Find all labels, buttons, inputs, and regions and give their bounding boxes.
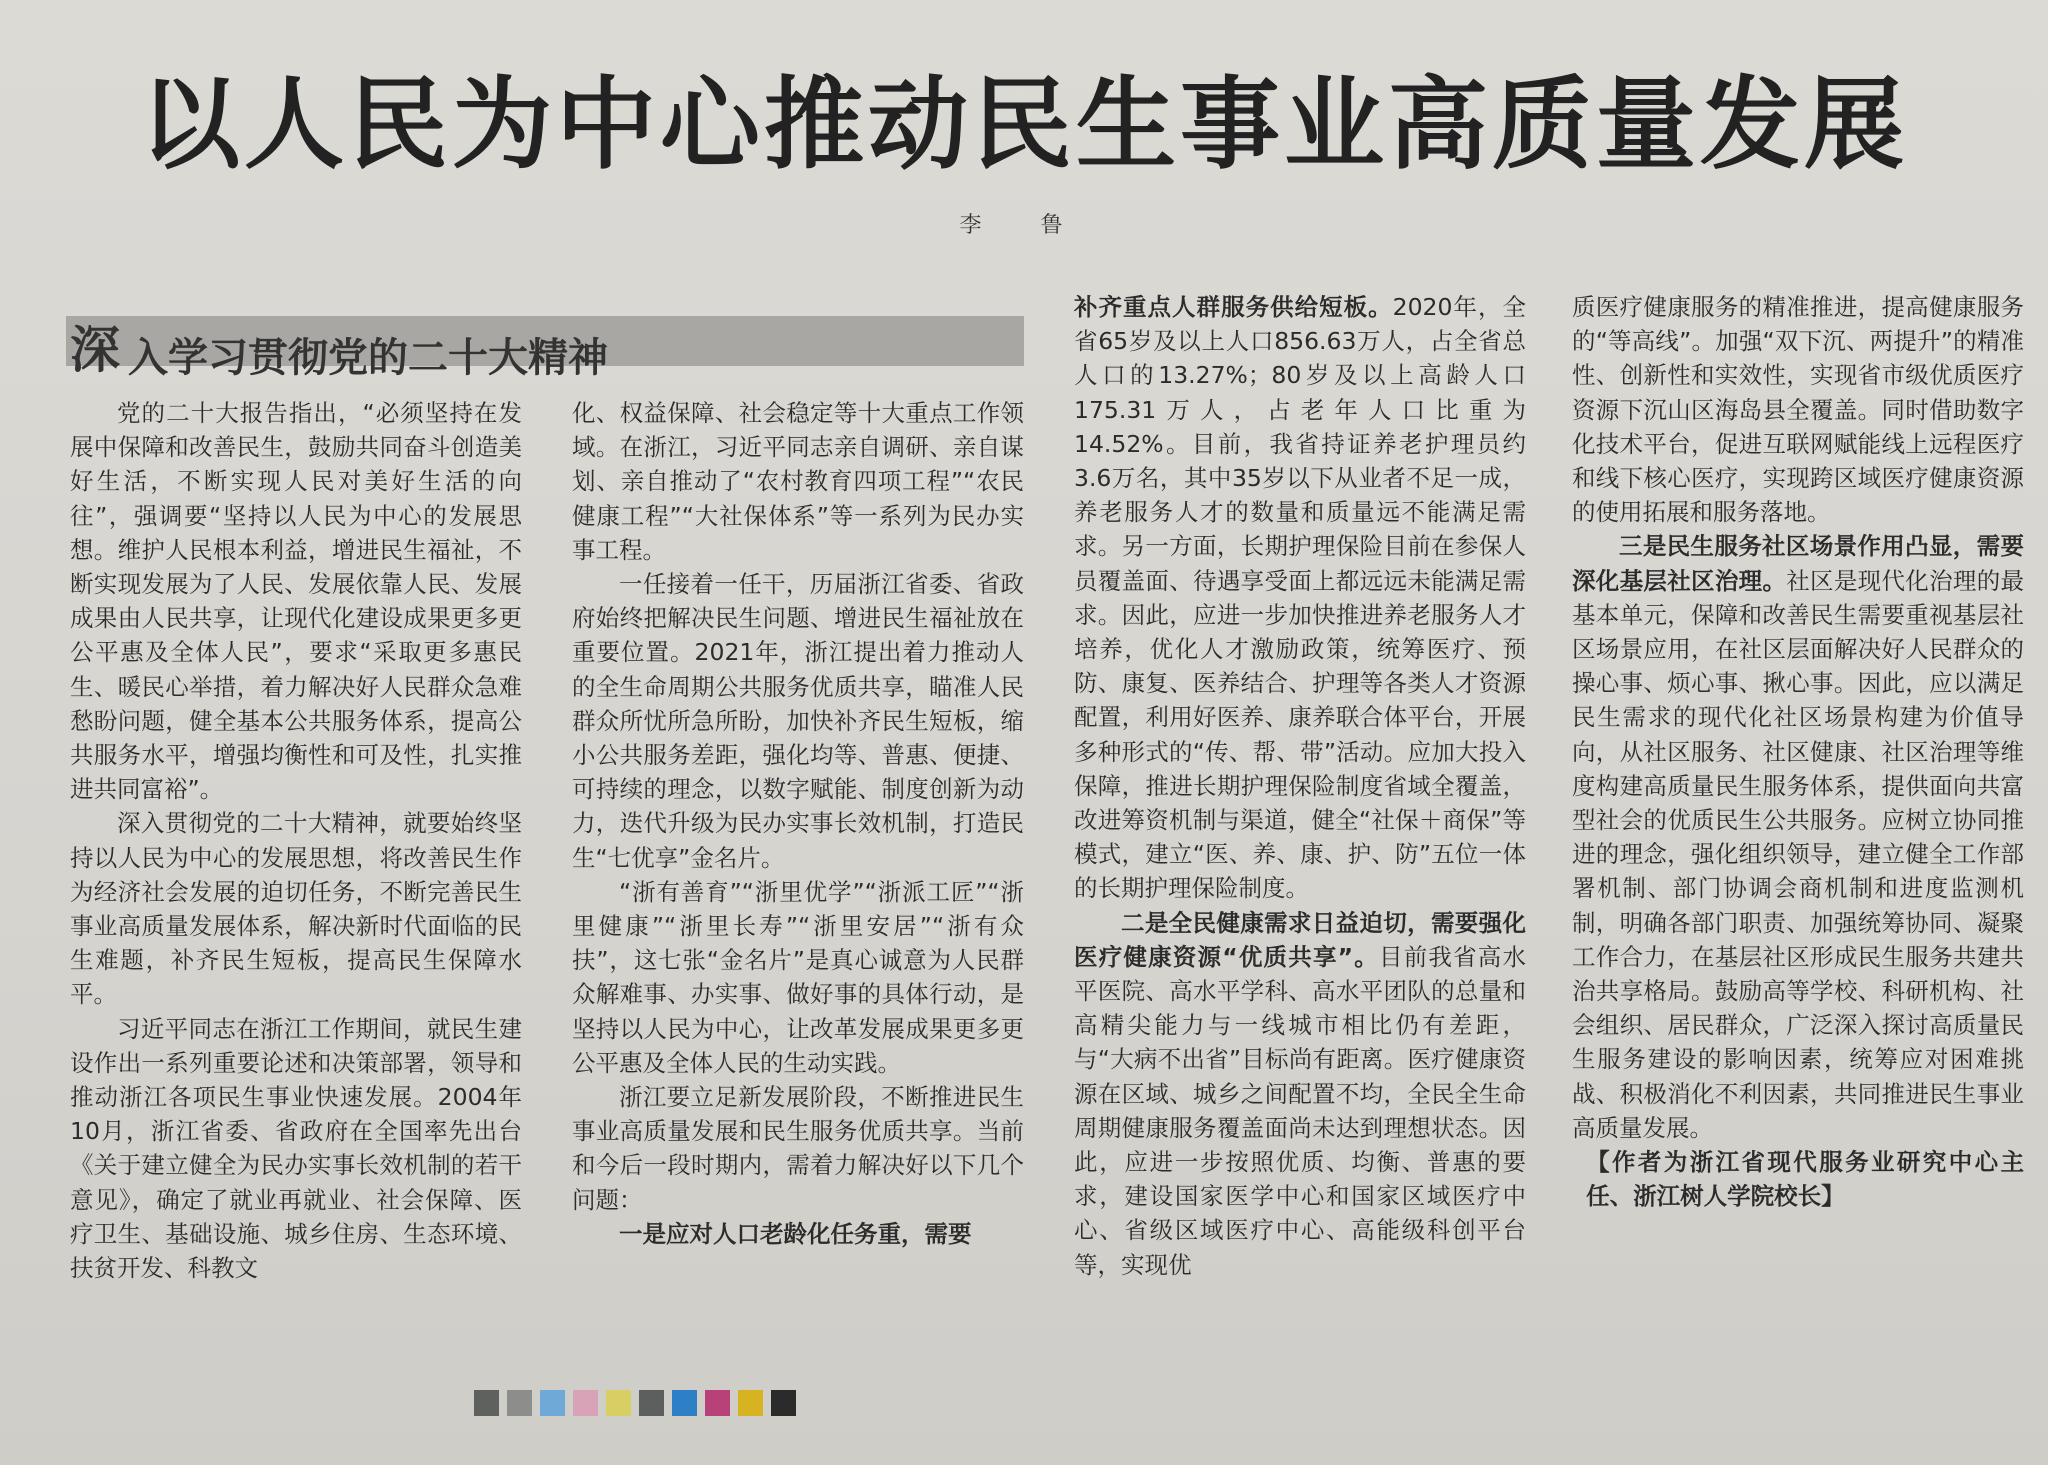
color-swatch xyxy=(705,1390,730,1416)
bold-lead: 补齐重点人群服务供给短板。 xyxy=(1074,293,1393,321)
color-registration-bar xyxy=(474,1390,804,1416)
section-banner-title: 入学习贯彻党的二十大精神 xyxy=(128,335,608,381)
section-banner-first-char: 深 xyxy=(70,321,120,379)
bold-lead: 一是应对人口老龄化任务重，需要 xyxy=(619,1219,972,1248)
byline: 李 鲁 xyxy=(959,213,1089,238)
column-4 xyxy=(1572,290,2024,1213)
color-swatch xyxy=(738,1390,763,1416)
paragraph-bold xyxy=(572,1217,1024,1251)
color-swatch xyxy=(639,1390,664,1416)
paragraph: 深入贯彻党的二十大精神，就要始终坚持以人民为中心的发展思想，将改善民生作为经济社会发展的迫切任务，不断完善民生事业高质量发展体系，解决新时代面临的民生难题，补齐民生短板，提高民生保障水平。 xyxy=(70,809,522,1009)
paragraph: 一任接着一任干，历届浙江省委、省政府始终把解决民生问题、增进民生福祉放在重要位置。2021年，浙江提出着力推动人的全生命周期公共服务优质共享，瞄准人民群众所忧所急所盼，加快补齐民生短板，缩小公共服务差距，强化均等、普惠、便捷、可持续的理念，以数字赋能、制度创新为动力，迭代升级为民办实事长效机制，打造民生“七优享”金名片。 xyxy=(572,570,1024,872)
section-banner xyxy=(66,316,1024,381)
bold-lead: 二是全民健康需求日益迫切，需要强化医疗健康资源“优质共享”。 xyxy=(1074,908,1526,971)
author-note: 【作者为浙江省现代服务业研究中心主任、浙江树人学院校长】 xyxy=(1586,1148,2024,1211)
color-swatch xyxy=(540,1390,565,1416)
paragraph: 质医疗健康服务的精准推进，提高健康服务的“等高线”。加强“双下沉、两提升”的精准性、创新性和实效性，实现省市级优质医疗资源下沉山区海岛县全覆盖。同时借助数字化技术平台，促进互联网赋能线上远程医疗和线下核心医疗，实现跨区域医疗健康资源的使用拓展和服务落地。 xyxy=(1572,293,2024,527)
paragraph: 浙江要立足新发展阶段，不断推进民生事业高质量发展和民生服务优质共享。当前和今后一段时期内，需着力解决好以下几个问题： xyxy=(572,1083,1024,1214)
paragraph xyxy=(1572,529,2024,1145)
bold-lead: 三是民生服务社区场景作用凸显，需要深化基层社区治理。 xyxy=(1572,532,2024,595)
paragraph-text: 目前我省高水平医院、高水平学科、高水平团队的总量和高精尖能力与一线城市相比仍有差距，与“大病不出省”目标尚有距离。医疗健康资源在区域、城乡之间配置不均，全民全生命周期健康服务覆盖面尚未达到理想状态。因此，应进一步按照优质、均衡、普惠的要求，建设国家医学中心和国家区域医疗中心、省级区域医疗中心、高能级科创平台等，实现优 xyxy=(1074,942,1527,1279)
color-swatch xyxy=(606,1390,631,1416)
paragraph xyxy=(1074,290,1526,906)
column-2 xyxy=(572,396,1024,1251)
paragraph-text: 社区是现代化治理的最基本单元，保障和改善民生需要重视基层社区场景应用，在社区层面解决好人民群众的操心事、烦心事、揪心事。因此，应以满足民生需求的现代化社区场景构建为价值导向，从社区服务、社区健康、社区治理等维度构建高质量民生服务体系，提供面向共富型社会的优质民生公共服务。应树立协同推进的理念，强化组织领导，建立健全工作部署机制、部门协调会商机制和进度监测机制，明确各部门职责、加强统筹协同、凝聚工作合力，在基层社区形成民生服务共建共治共享格局。鼓励高等学校、科研机构、社会组织、居民群众，广泛深入探讨高质量民生服务建设的影响因素，统筹应对困难挑战、积极消化不利因素，共同推进民生事业高质量发展。 xyxy=(1572,566,2024,1142)
color-swatch xyxy=(573,1390,598,1416)
color-swatch xyxy=(771,1390,796,1416)
color-swatch xyxy=(672,1390,697,1416)
color-swatch xyxy=(474,1390,499,1416)
paragraph: 化、权益保障、社会稳定等十大重点工作领域。在浙江，习近平同志亲自调研、亲自谋划、亲自推动了“农村教育四项工程”“农民健康工程”“大社保体系”等一系列为民办实事工程。 xyxy=(572,399,1024,564)
color-swatch xyxy=(507,1390,532,1416)
headline: 以人民为中心推动民生事业高质量发展 xyxy=(140,66,1908,183)
paragraph: 习近平同志在浙江工作期间，就民生建设作出一系列重要论述和决策部署，领导和推动浙江各项民生事业快速发展。2004年10月，浙江省委、省政府在全国率先出台《关于建立健全为民办实事长效机制的若干意见》，确定了就业再就业、社会保障、医疗卫生、基础设施、城乡住房、生态环境、扶贫开发、科教文 xyxy=(70,1014,522,1283)
paragraph: 党的二十大报告指出，“必须坚持在发展中保障和改善民生，鼓励共同奋斗创造美好生活，不断实现人民对美好生活的向往”，强调要“坚持以人民为中心的发展思想。维护人民根本利益，增进民生福祉，不断实现发展为了人民、发展依靠人民、发展成果由人民共享，让现代化建设成果更多更公平惠及全体人民”，要求“采取更多惠民生、暖民心举措，着力解决好人民群众急难愁盼问题，健全基本公共服务体系，提高公共服务水平，增强均衡性和可及性，扎实推进共同富裕”。 xyxy=(70,399,522,804)
paragraph xyxy=(1074,906,1526,1282)
paragraph-text: 2020年，全省65岁及以上人口856.63万人，占全省总人口的13.27%；80岁及以上高龄人口175.31万人，占老年人口比重为14.52%。目前，我省持证养老护理员约3.6万名，其中35岁以下从业者不足一成，养老服务人才的数量和质量远不能满足需求。另一方面，长期护理保险目前在参保人员覆盖面、待遇享受面上都远远未能满足需求。因此，应进一步加快推进养老服务人才培养，优化人才激励政策，统筹医疗、预防、康复、医养结合、护理等各类人才资源配置，利用好医养、康养联合体平台，开展多种形式的“传、帮、带”活动。应加大投入保障，推进长期护理保险制度省域全覆盖，改进筹资机制与渠道，健全“社保＋商保”等模式，建立“医、养、康、护、防”五位一体的长期护理保险制度。 xyxy=(1074,293,1526,903)
column-3 xyxy=(1074,290,1526,1282)
column-1 xyxy=(70,396,522,1285)
paragraph: “浙有善育”“浙里优学”“浙派工匠”“浙里健康”“浙里长寿”“浙里安居”“浙有众扶”，这七张“金名片”是真心诚意为人民群众解难事、办实事、做好事的具体行动，是坚持以人民为中心，让改革发展成果更多更公平惠及全体人民的生动实践。 xyxy=(572,877,1024,1077)
